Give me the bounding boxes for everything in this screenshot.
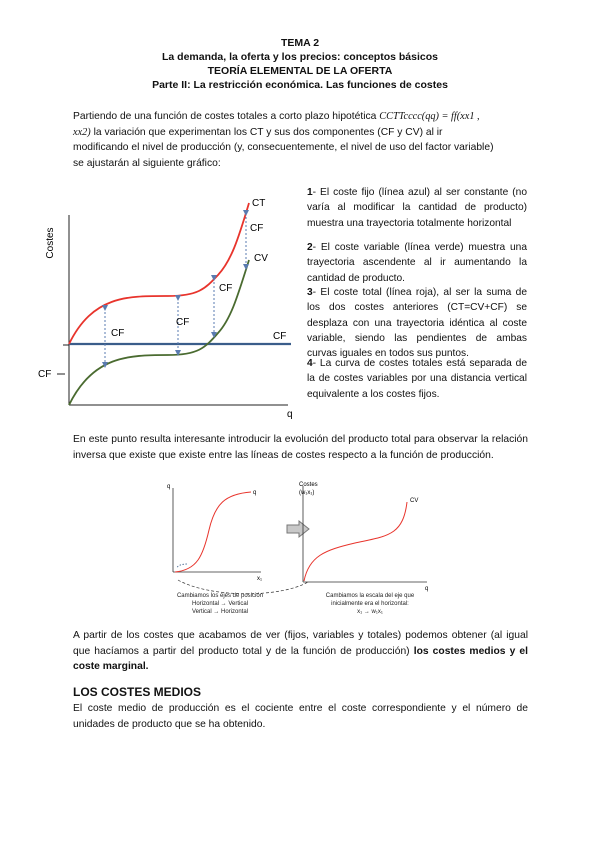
part-title: Parte II: La restricción económica. Las funciones de costes [152, 79, 448, 91]
production-chart [165, 480, 265, 590]
gap-label-2: CF [176, 317, 190, 328]
intro-line2: la variación que experimentan los CT y sus dos componentes (CF y CV) al ir [90, 126, 443, 138]
cf-axis-label: CF [38, 369, 52, 380]
paragraph-4: El coste medio de producción es el cociente entre el coste correspondiente y el número de unidades de producto que se ha obtenido. [73, 703, 528, 730]
point-2: 2- El coste variable (línea verde) muestra una trayectoria ascendente al ir aumentando la cantidad de producto. [307, 242, 527, 284]
cv-small-curve [304, 502, 407, 581]
point-3: 3- El coste total (línea roja), al ser la suma de los dos costes anteriores (CT=CV+CF) se desplaza con una trayectoria idéntica al coste variable, siendo las pendientes de ambas curvas iguales en todos sus puntos. [307, 287, 527, 360]
cv-x-label: q [425, 586, 429, 592]
cv-small-label: CV [410, 498, 419, 504]
rotate-arrow [177, 564, 187, 568]
tema-title: TEMA 2 [280, 37, 320, 49]
paragraph-2: En este punto resulta interesante introducir la evolución del producto total para observar la relación inversa que existe que existe entre las líneas de costes respecto a la función de producción. [73, 434, 528, 461]
intro-paragraph [73, 109, 528, 171]
point-1: 1- El coste fijo (línea azul) al ser constante (no varía al modificar la cantidad de producto) muestra una trayectoria totalmente horizontal [307, 187, 527, 229]
prod-x-label: x₁ [257, 576, 263, 582]
cv-y-label-1: Costes [299, 482, 318, 488]
cf-line-label: CF [273, 331, 287, 342]
production-curve [175, 492, 251, 572]
y-axis-label: Costes [45, 227, 56, 259]
note-left: Cambiamos los ejes de posición Horizontal → Vertical Vertical → Horizontal [176, 593, 264, 615]
paragraph-3: A partir de los costes que acabamos de ver (fijos, variables y totales) podemos obtener (al igual que hacíamos a partir del producto total y de la función de producción) los costes medios y el coste marginal. [73, 630, 528, 672]
section-heading: LOS COSTES MEDIOS [73, 685, 202, 699]
intro-line3: modificando el nivel de producción (y, consecuentemente, el nivel de uso del factor variable) [73, 142, 494, 153]
section-title: TEORÍA ELEMENTAL DE LA OFERTA [207, 65, 393, 77]
prod-curve-label: q [253, 490, 257, 496]
para3-bold: los costes medios y el coste marginal. [73, 645, 528, 672]
prod-y-label: q [167, 484, 171, 490]
cv-chart [295, 478, 435, 592]
intro-line1: Partiendo de una función de costes totales a corto plazo hipotética [73, 111, 380, 122]
formula-part2: xx2) [73, 126, 91, 138]
ct-label: CT [252, 198, 266, 209]
cost-chart [33, 185, 293, 425]
cv-label: CV [254, 253, 268, 264]
gap-label-3: CF [219, 283, 233, 294]
cv-y-label-2: (w₁x₁) [299, 490, 315, 496]
formula-part1: CCTTcccc(qq) = ff(xx1 , [379, 111, 480, 122]
gap-label-4: CF [250, 223, 264, 234]
ct-curve [69, 203, 249, 344]
subtitle: La demanda, la oferta y los precios: conceptos básicos [161, 51, 438, 63]
intro-line4: se ajustarán al siguiente gráfico: [73, 157, 221, 169]
x-axis-label: q [287, 409, 293, 420]
point-4: 4- La curva de costes totales está separada de la de costes variables por una distancia vertical equivalente a los costes fijos. [307, 358, 527, 400]
note-right: Cambiamos la escala del eje que inicialmente era el horizontal: x₁ → w₁x₁ [325, 593, 415, 615]
cv-curve [69, 260, 249, 405]
gap-label-1: CF [111, 328, 125, 339]
